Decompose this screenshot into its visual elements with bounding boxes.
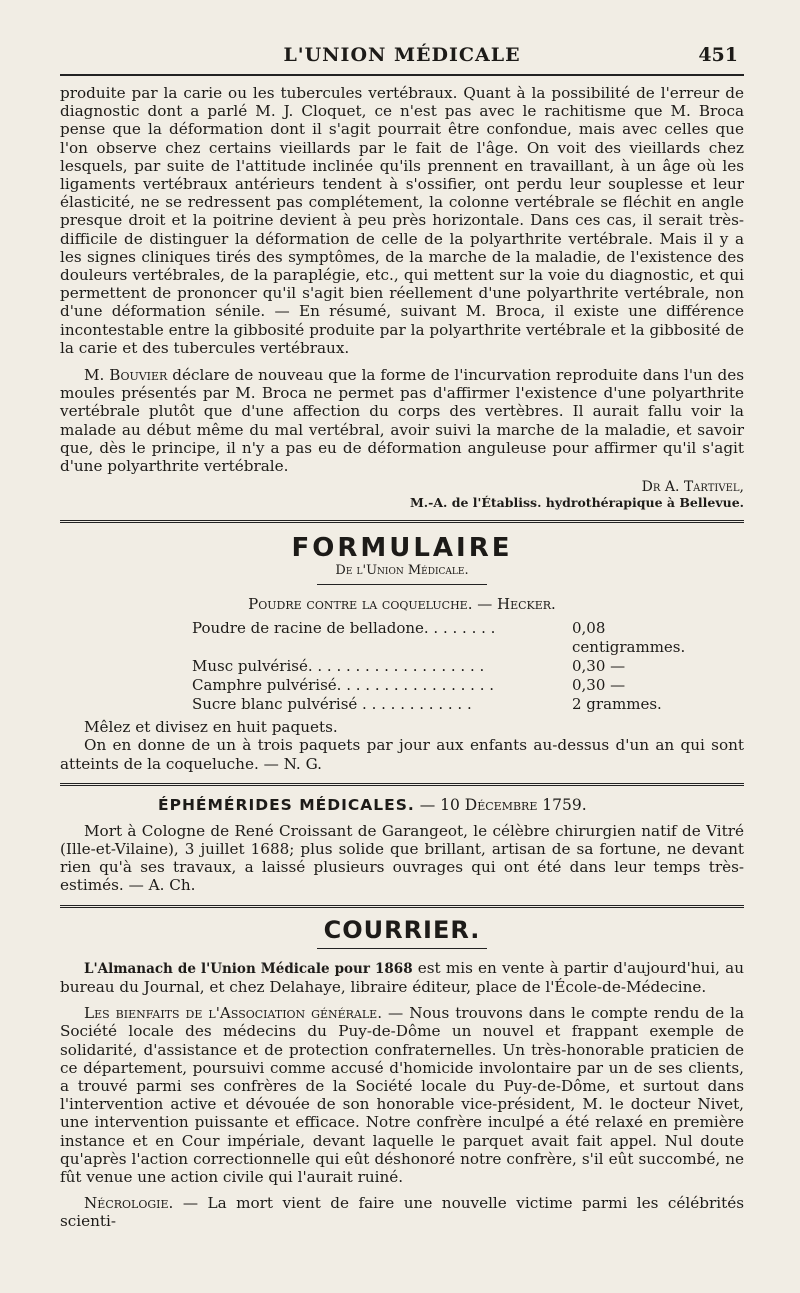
ingredient-amount: 2 grammes. — [572, 695, 662, 714]
short-rule — [317, 584, 487, 585]
news-paragraph — [60, 1004, 744, 1186]
news-lead: L'Almanach de l'Union Médicale pour 1868 — [84, 960, 413, 977]
ephemerides-text: Mort à Cologne de René Croissant de Garangeot, le célèbre chirurgien natif de Vitré (Ille-et-Vilaine), 3 juillet 1688; plus solide que brillant, artisan de sa fortune, ne devant rien qu'à ses travaux, a laissé plusieurs ouvrages qui ont été dans leur temps très-estimés. — A. Ch. — [60, 821, 744, 895]
author-affiliation: M.-A. de l'Établiss. hydrothérapique à Bellevue. — [409, 495, 744, 511]
ingredient-name: Poudre de racine de belladone. . . . . . . . — [192, 619, 496, 638]
formulaire-subtitle: De l'Union Médicale. — [335, 563, 469, 579]
section-divider — [60, 520, 744, 523]
section-divider — [60, 783, 744, 786]
ingredient-amount: 0,30 — — [572, 657, 626, 676]
news-paragraph — [60, 959, 744, 996]
body-paragraph — [60, 366, 744, 475]
page-number: 451 — [698, 44, 738, 66]
ingredient-name: Sucre blanc pulvérisé . . . . . . . . . . . . — [192, 695, 472, 714]
ephemerides-date: — 10 Décembre 1759. — [419, 795, 587, 814]
ephemerides-heading — [60, 796, 744, 814]
paragraph-text: — Nous trouvons dans le compte rendu de la Société locale des médecins du Puy-de-Dôme un nouvel et frappant exemple de solidarité, d'assistance et de protection confraternelles. Un très-honorable praticien de ce département, poursuivi comme accusé d'homicide involontaire par un de ses clients, a trouvé parmi ses confrères de la Société locale du Puy-de-Dôme, et surtout dans l'intervention active et dévouée de son honorable vice-président, M. le docteur Nivet, une intervention puissante et efficace. Notre confrère inculpé a été relaxé en première instance et en Cour impériale, devant laquelle le parquet avait fait appel. Nul doute qu'après l'action correctionnelle qui eût déshonoré notre confrère, s'il eût succombé, ne fût venue une action civile qui l'aurait ruiné. — [60, 1004, 744, 1186]
paragraph-text: — La mort vient de faire une nouvelle victime parmi les célébrités scienti- — [60, 1194, 744, 1231]
courrier-heading: COURRIER. — [323, 915, 481, 944]
news-paragraph — [60, 1194, 744, 1230]
body-paragraph: produite par la carie ou les tubercules vertébraux. Quant à la possibilité de l'erreur de diagnostic dont a parlé M. J. Cloquet, ce n'est pas avec le rachitisme que M. Broca pense que la déformation dont il s'agit pourrait être confondue, mais avec celles que l'on observe chez certains vieillards par le fait de l'âge. On voit des vieillards chez lesquels, par suite de l'attitude inclinée qu'ils prennent en travaillant, à un âge où les ligaments vertébraux antérieurs tendent à s'ossifier, ont perdu leur souplesse et leur élasticité, ne se redressent pas complétement, la colonne vertébrale se fléchit en angle presque droit et la poitrine devient à peu près horizontale. Dans ces cas, il serait très-difficile de distinguer la déformation de celle de la polyarthrite vertébrale. Mais il y a les signes cliniques tirés des symptômes, de la marche de la maladie, de l'existence des douleurs vertébrales, de la paraplégie, etc., qui mettent sur la voie du diagnostic, et qui permettent de prononcer qu'il s'agit bien réellement d'une polyarthrite vertébrale, non d'une déformation sénile. — En résumé, suivant M. Broca, il existe une différence incontestable entre la gibbosité produite par la polyarthrite vertébrale et la gibbosité de la carie et des tubercules vertébraux. — [60, 84, 744, 357]
recipe-instruction: Mêlez et divisez en huit paquets. — [84, 718, 338, 737]
speaker-name: M. Bouvier — [84, 366, 168, 385]
short-rule — [317, 948, 487, 949]
ephemerides-title: ÉPHÉMÉRIDES MÉDICALES. — [158, 795, 415, 814]
ingredient-amount: 0,30 — — [572, 676, 626, 695]
recipe-instruction: On en donne de un à trois paquets par jour aux enfants au-dessus d'un an qui sont atteints de la coqueluche. — N. G. — [60, 736, 744, 773]
header-rule — [60, 74, 744, 76]
ingredient-amount: 0,08 centigrammes. — [572, 619, 686, 657]
formulaire-heading: FORMULAIRE — [291, 533, 513, 564]
paragraph-text: est mis en vente à partir d'aujourd'hui, au bureau du Journal, et chez Delahaye, libraire éditeur, place de l'École-de-Médecine. — [60, 958, 744, 996]
ingredient-name: Musc pulvérisé. . . . . . . . . . . . . . . . . . . — [192, 657, 485, 676]
news-lead: Les bienfaits de l'Association générale. — [84, 1004, 383, 1023]
section-divider — [60, 905, 744, 908]
recipe-title: Poudre contre la coqueluche. — Hecker. — [248, 595, 556, 614]
page — [60, 38, 744, 1231]
ingredient-list — [192, 619, 744, 714]
ingredient-name: Camphre pulvérisé. . . . . . . . . . . . . . . . . — [192, 676, 495, 695]
author-signature: Dr A. Tartivel, — [641, 479, 744, 496]
paragraph-text: déclare de nouveau que la forme de l'incurvation reproduite dans l'un des moules présentés par M. Broca ne permet pas d'affirmer l'existence d'une polyarthrite vertébrale plutôt que d'une affection du corps des vertèbres. Il aurait fallu voir la malade au début même du mal vertébral, avoir suivi la marche de la maladie, et savoir que, dès le principe, il n'y a pas eu de déformation anguleuse pour affirmer qu'il s'agit d'une polyarthrite vertébrale. — [60, 366, 744, 476]
journal-title: L'UNION MÉDICALE — [283, 44, 521, 66]
news-lead: Nécrologie. — [84, 1194, 174, 1213]
page-header — [60, 38, 744, 72]
